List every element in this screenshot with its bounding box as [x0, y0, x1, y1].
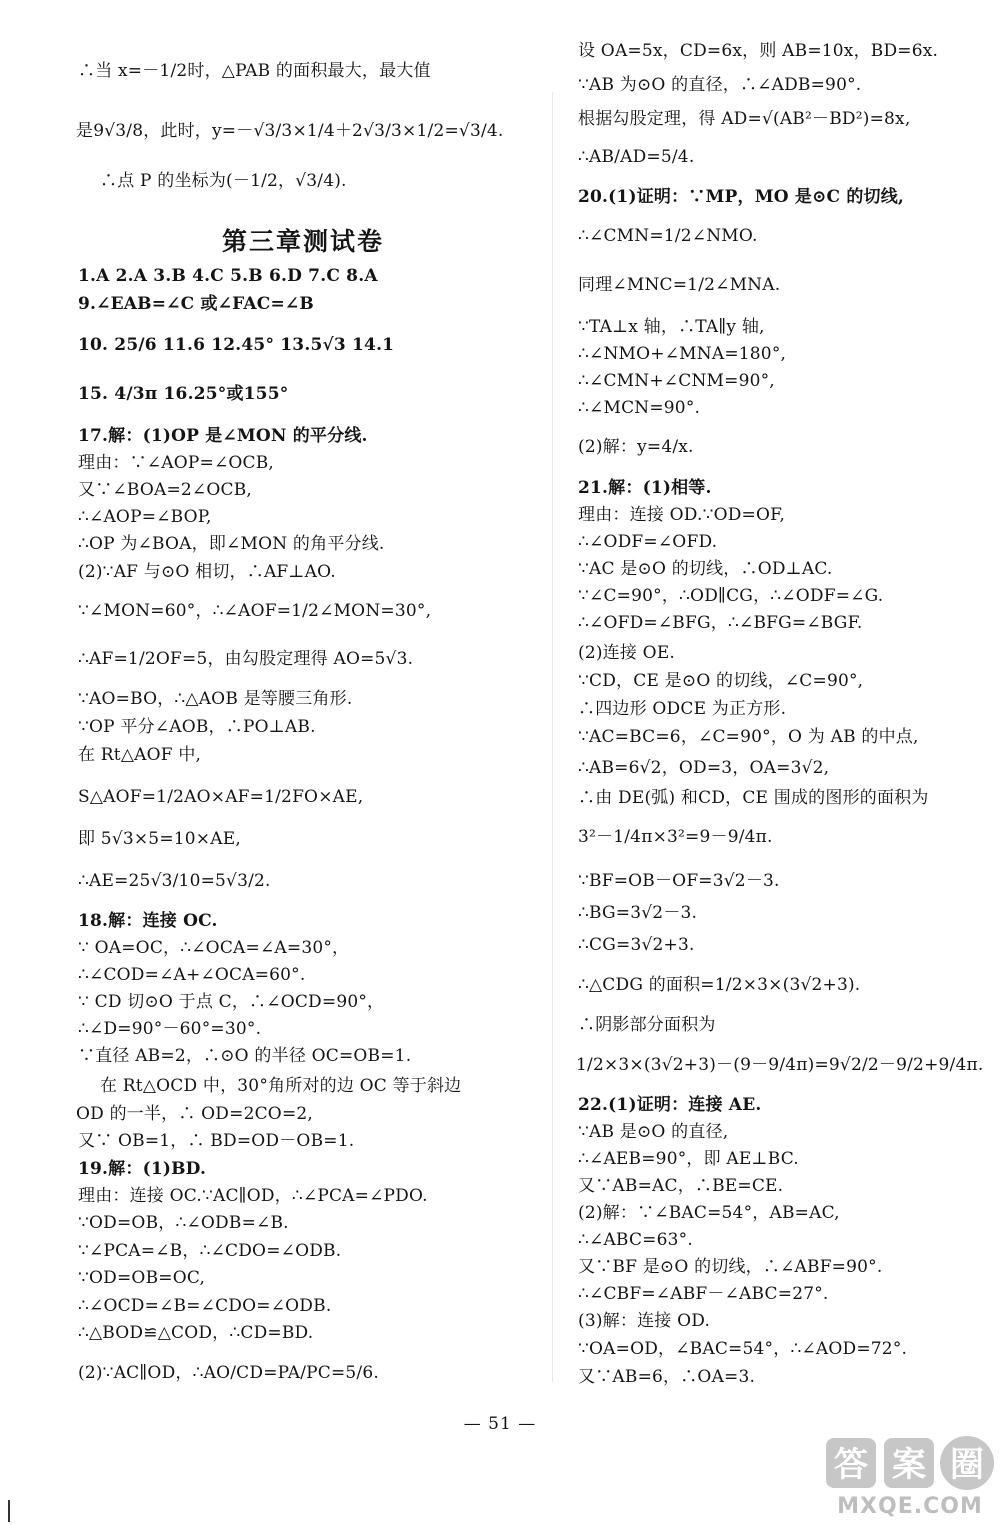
answer-line: ∴OP 为∠BOA，即∠MON 的角平分线. — [78, 534, 385, 554]
answer-line: 理由：连接 OC.∵AC∥OD，∴∠PCA=∠PDO. — [78, 1186, 428, 1206]
answer-line: ∴由 DE(弧) 和CD，CE 围成的图形的面积为 — [578, 788, 929, 808]
svg-text:答: 答 — [834, 1445, 868, 1485]
answer-line: ∴∠AOP=∠BOP, — [78, 507, 212, 527]
answer-line: ∴∠CMN+∠CNM=90°, — [578, 371, 775, 391]
answer-line: 在 Rt△OCD 中，30°角所对的边 OC 等于斜边 — [100, 1076, 462, 1096]
answer-line: ∴阴影部分面积为 — [578, 1015, 716, 1035]
answer-line: 3²－1/4π×3²=9－9/4π. — [578, 827, 773, 847]
answer-line: 1/2×3×(3√2+3)－(9－9/4π)=9√2/2－9/2+9/4π. — [576, 1055, 984, 1075]
answer-line: 又∵ OB=1，∴ BD=OD－OB=1. — [78, 1131, 355, 1151]
answer-line: ∵OD=OB，∴∠ODB=∠B. — [78, 1213, 289, 1233]
svg-text:圈: 圈 — [950, 1445, 984, 1485]
answer-line: ∵TA⊥x 轴，∴TA∥y 轴, — [578, 317, 765, 337]
answer-line: ∴AB=6√2，OD=3，OA=3√2, — [578, 758, 830, 778]
answer-line: 又∵BF 是⊙O 的切线，∴∠ABF=90°. — [578, 1257, 883, 1277]
answer-line: 17.解：(1)OP 是∠MON 的平分线. — [78, 426, 368, 446]
answer-line: ∴BG=3√2－3. — [578, 903, 698, 923]
answer-line: ∵∠MON=60°，∴∠AOF=1/2∠MON=30°, — [78, 601, 432, 621]
answer-line: 9.∠EAB=∠C 或∠FAC=∠B — [78, 294, 314, 314]
answer-line: ∵∠PCA=∠B，∴∠CDO=∠ODB. — [78, 1241, 342, 1261]
answer-line: ∴∠CMN=1/2∠NMO. — [578, 226, 758, 246]
answer-line: 同理∠MNC=1/2∠MNA. — [578, 275, 781, 295]
answer-line: ∴四边形 ODCE 为正方形. — [578, 699, 787, 719]
answer-line: 根据勾股定理，得 AD=√(AB²－BD²)=8x, — [578, 109, 911, 129]
answer-line: (2)连接 OE. — [578, 643, 676, 663]
margin-mark — [8, 1500, 10, 1522]
answer-line: ∴∠MCN=90°. — [578, 398, 701, 418]
answer-line: ∴∠AEB=90°，即 AE⊥BC. — [578, 1149, 799, 1169]
page-number: — 51 — — [463, 1414, 537, 1434]
answer-line: 10. 25/6 11.6 12.45° 13.5√3 14.1 — [78, 335, 395, 355]
answer-line: 又∵∠BOA=2∠OCB, — [78, 480, 253, 500]
answer-line: ∵直径 AB=2，∴⊙O 的半径 OC=OB=1. — [78, 1046, 412, 1066]
answer-line: ∴∠OFD=∠BFG，∴∠BFG=∠BGF. — [578, 613, 863, 633]
answer-line: 19.解：(1)BD. — [78, 1159, 207, 1179]
svg-text:案: 案 — [892, 1445, 926, 1485]
answer-line: ∵ CD 切⊙O 于点 C，∴∠OCD=90°， — [78, 992, 385, 1012]
answer-line: ∴△BOD≌△COD，∴CD=BD. — [78, 1323, 314, 1343]
answer-line: ∴∠ABC=63°. — [578, 1230, 693, 1250]
intro-line: ∴点 P 的坐标为(－1/2，√3/4). — [100, 171, 347, 191]
answer-line: ∵BF=OB－OF=3√2－3. — [578, 871, 780, 891]
watermark — [822, 1432, 998, 1522]
answer-line: OD 的一半，∴ OD=2CO=2, — [76, 1104, 314, 1124]
answer-line: S△AOF=1/2AO×AF=1/2FO×AE, — [78, 787, 364, 807]
answer-line: ∵AC 是⊙O 的切线，∴OD⊥AC. — [578, 559, 833, 579]
answer-line: 在 Rt△AOF 中, — [78, 745, 202, 765]
answer-line: ∴∠D=90°－60°=30°. — [78, 1019, 262, 1039]
answer-line: 21.解：(1)相等. — [578, 478, 712, 498]
answer-line: ∵AC=BC=6，∠C=90°，O 为 AB 的中点, — [578, 727, 919, 747]
intro-line: 是9√3/8，此时，y=－√3/3×1/4＋2√3/3×1/2=√3/4. — [76, 121, 504, 141]
answer-line: ∵ OA=OC，∴∠OCA=∠A=30°， — [78, 938, 350, 958]
answer-line: 即 5√3×5=10×AE, — [78, 829, 241, 849]
answer-line: ∵∠C=90°，∴OD∥CG，∴∠ODF=∠G. — [578, 586, 884, 606]
answer-line: 1.A 2.A 3.B 4.C 5.B 6.D 7.C 8.A — [78, 266, 378, 286]
answer-line: (2)解：y=4/x. — [578, 437, 694, 457]
answer-line: 20.(1)证明：∵MP，MO 是⊙C 的切线, — [578, 187, 905, 207]
answer-line: 设 OA=5x，CD=6x，则 AB=10x，BD=6x. — [578, 41, 939, 61]
answer-line: ∴∠OCD=∠B=∠CDO=∠ODB. — [78, 1296, 332, 1316]
answer-line: ∵OD=OB=OC, — [78, 1268, 206, 1288]
answer-line: ∴∠NMO+∠MNA=180°, — [578, 344, 787, 364]
answer-line: 22.(1)证明：连接 AE. — [578, 1095, 762, 1115]
answer-line: 18.解：连接 OC. — [78, 911, 218, 931]
column-divider — [552, 92, 553, 1382]
answer-line: ∴AE=25√3/10=5√3/2. — [78, 871, 271, 891]
answer-line: (2)解：∵∠BAC=54°，AB=AC, — [578, 1203, 840, 1223]
intro-line: ∴当 x=－1/2时，△PAB 的面积最大，最大值 — [78, 61, 431, 81]
watermark-site: MXQE.COM — [837, 1494, 983, 1519]
answer-line: ∵AO=BO，∴△AOB 是等腰三角形. — [78, 689, 353, 709]
answer-line: ∵AB 为⊙O 的直径，∴∠ADB=90°. — [578, 75, 862, 95]
answer-line: (3)解：连接 OD. — [578, 1311, 711, 1331]
chapter-title: 第三章测试卷 — [221, 227, 384, 256]
answer-line: 又∵AB=6，∴OA=3. — [578, 1367, 756, 1387]
answer-line: ∴△CDG 的面积=1/2×3×(3√2+3). — [578, 975, 861, 995]
answer-line: ∴∠CBF=∠ABF－∠ABC=27°. — [578, 1284, 829, 1304]
answer-line: ∴AF=1/2OF=5，由勾股定理得 AO=5√3. — [78, 649, 414, 669]
answer-line: ∴∠ODF=∠OFD. — [578, 532, 718, 552]
answer-line: ∵AB 是⊙O 的直径, — [578, 1122, 729, 1142]
answer-line: ∵OA=OD，∠BAC=54°，∴∠AOD=72°. — [578, 1339, 908, 1359]
answer-line: 又∵AB=AC，∴BE=CE. — [578, 1176, 784, 1196]
answer-line: (2)∵AF 与⊙O 相切，∴AF⊥AO. — [78, 562, 336, 582]
watermark-logo-icon — [822, 1432, 998, 1494]
answer-line: 理由：连接 OD.∵OD=OF, — [578, 505, 786, 525]
answer-line: ∴CG=3√2+3. — [578, 935, 695, 955]
answer-line: (2)∵AC∥OD，∴AO/CD=PA/PC=5/6. — [78, 1363, 379, 1383]
answer-line: ∴AB/AD=5/4. — [578, 147, 695, 167]
answer-line: ∵OP 平分∠AOB，∴PO⊥AB. — [78, 717, 316, 737]
answer-line: ∴∠COD=∠A+∠OCA=60°. — [78, 965, 306, 985]
answer-line: 15. 4/3π 16.25°或155° — [78, 384, 289, 404]
answer-line: ∵CD，CE 是⊙O 的切线，∠C=90°, — [578, 671, 864, 691]
answer-line: 理由：∵∠AOP=∠OCB, — [78, 453, 275, 473]
